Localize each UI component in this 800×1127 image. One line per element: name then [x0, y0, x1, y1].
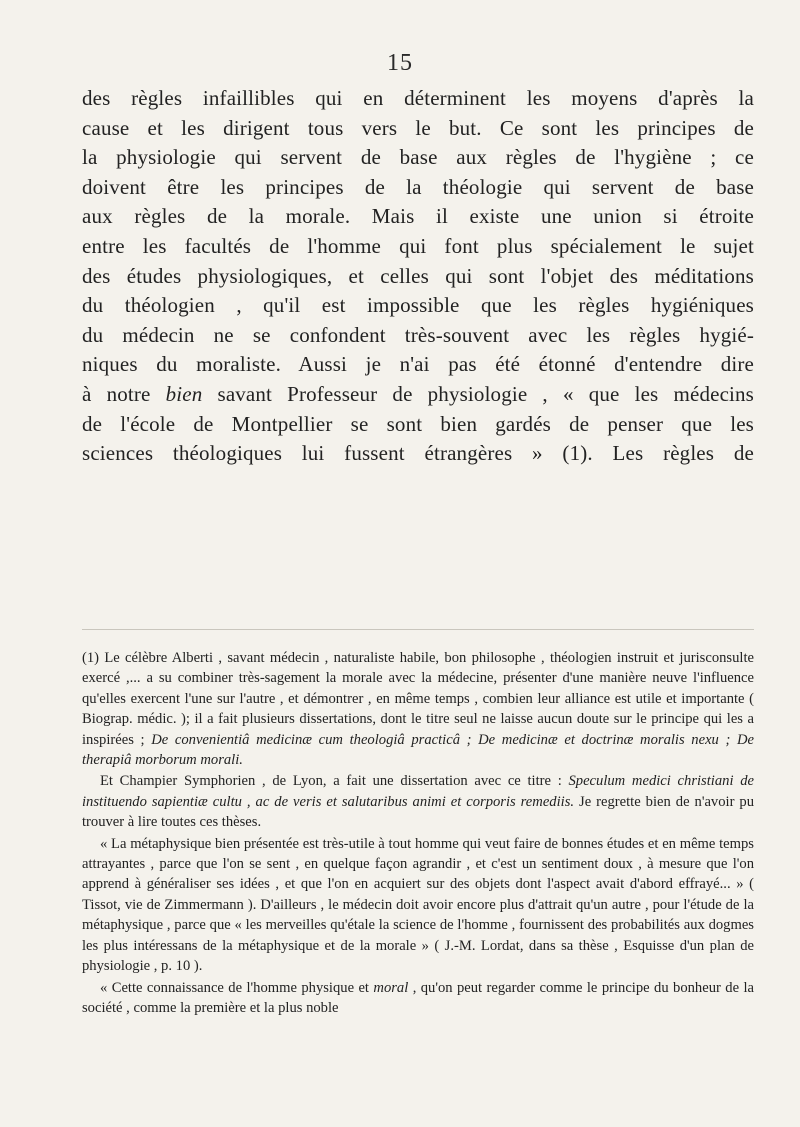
text-line: sciences théologiques lui fussent étrangères » (1). Les règles de [82, 441, 754, 466]
footnote-divider [82, 629, 754, 630]
main-text [82, 84, 754, 469]
footnote-paragraph: « Cette connaissance de l'homme physique et moral , qu'on peut regarder comme le principe du bonheur de la société , comme la première et la plus noble [82, 979, 754, 1016]
text-line: du médecin ne se confondent très-souvent avec les règles hygié- [82, 322, 754, 347]
text-line: à notre bien savant Professeur de physiologie , « que les médecins [82, 381, 754, 406]
footnote-paragraph: « La métaphysique bien présentée est très-utile à tout homme qui veut faire de bonnes études et en même temps attrayantes , parce que l'on se sent , en quelque façon agrandir , et c'est un sentiment doux , à mesure que l'on apprend à généraliser ses idées , et que l'on en acquiert sur des objets dont l'aspect avait d'abord effrayé... » ( Tissot, vie de Zimmermann ). D'ailleurs , le médecin doit avoir encore plus d'attrait qu'un autre , pour l'étude de la métaphysique , parce que « les merveilles qu'étale la science de l'homme , fournissent des probabilités aux dogmes les plus intéressans de la métaphysique et de la morale » ( J.-M. Lordat, dans sa thèse , Esquisse d'un plan de physiologie , p. 10 ). [82, 835, 754, 975]
footnotes [82, 648, 754, 1018]
text-line: cause et les dirigent tous vers le but. Ce sont les principes de [82, 115, 754, 140]
text-line: des études physiologiques, et celles qui sont l'objet des méditations [82, 263, 754, 288]
text-line: du théologien , qu'il est impossible que les règles hygiéniques [82, 293, 754, 318]
text-line: la physiologie qui servent de base aux règles de l'hygiène ; ce [82, 145, 754, 170]
footnote-paragraph: Et Champier Symphorien , de Lyon, a fait une dissertation avec ce titre : Speculum medici christiani de instituendo sapientiæ cultu , ac de veris et salutaribus animi et corporis remediis. Je regrette bien de n'avoir pu trouver à lire toutes ces thèses. [82, 773, 755, 831]
text-line: entre les facultés de l'homme qui font plus spécialement le sujet [82, 233, 754, 258]
footnote-paragraph: (1) Le célèbre Alberti , savant médecin , naturaliste habile, bon philosophe , théologien instruit et jurisconsulte exercé ,... a su combiner très-sagement la morale avec la médecine, présenter d'une manière neuve l'influence qu'elles exercent l'une sur l'autre , et démontrer , en même temps , combien leur alliance est utile et importante ( Biograp. médic. ); il a fait plusieurs dissertations, dont le titre seul ne laisse aucun doute sur le principe qui les a inspirées ; De convenientiâ medicinæ cum theologiâ practicâ ; De medicinæ et doctrinæ moralis nexu ; De therapiâ morborum morali. [82, 650, 754, 769]
text-line: des règles infaillibles qui en déterminent les moyens d'après la [82, 86, 754, 110]
page-number: 15 [387, 50, 413, 76]
text-line: doivent être les principes de la théologie qui servent de base [82, 174, 754, 199]
text-line: niques du moraliste. Aussi je n'ai pas été étonné d'entendre dire [82, 352, 754, 377]
text-line: aux règles de la morale. Mais il existe une union si étroite [82, 204, 754, 229]
text-line: de l'école de Montpellier se sont bien gardés de penser que les [82, 411, 754, 436]
